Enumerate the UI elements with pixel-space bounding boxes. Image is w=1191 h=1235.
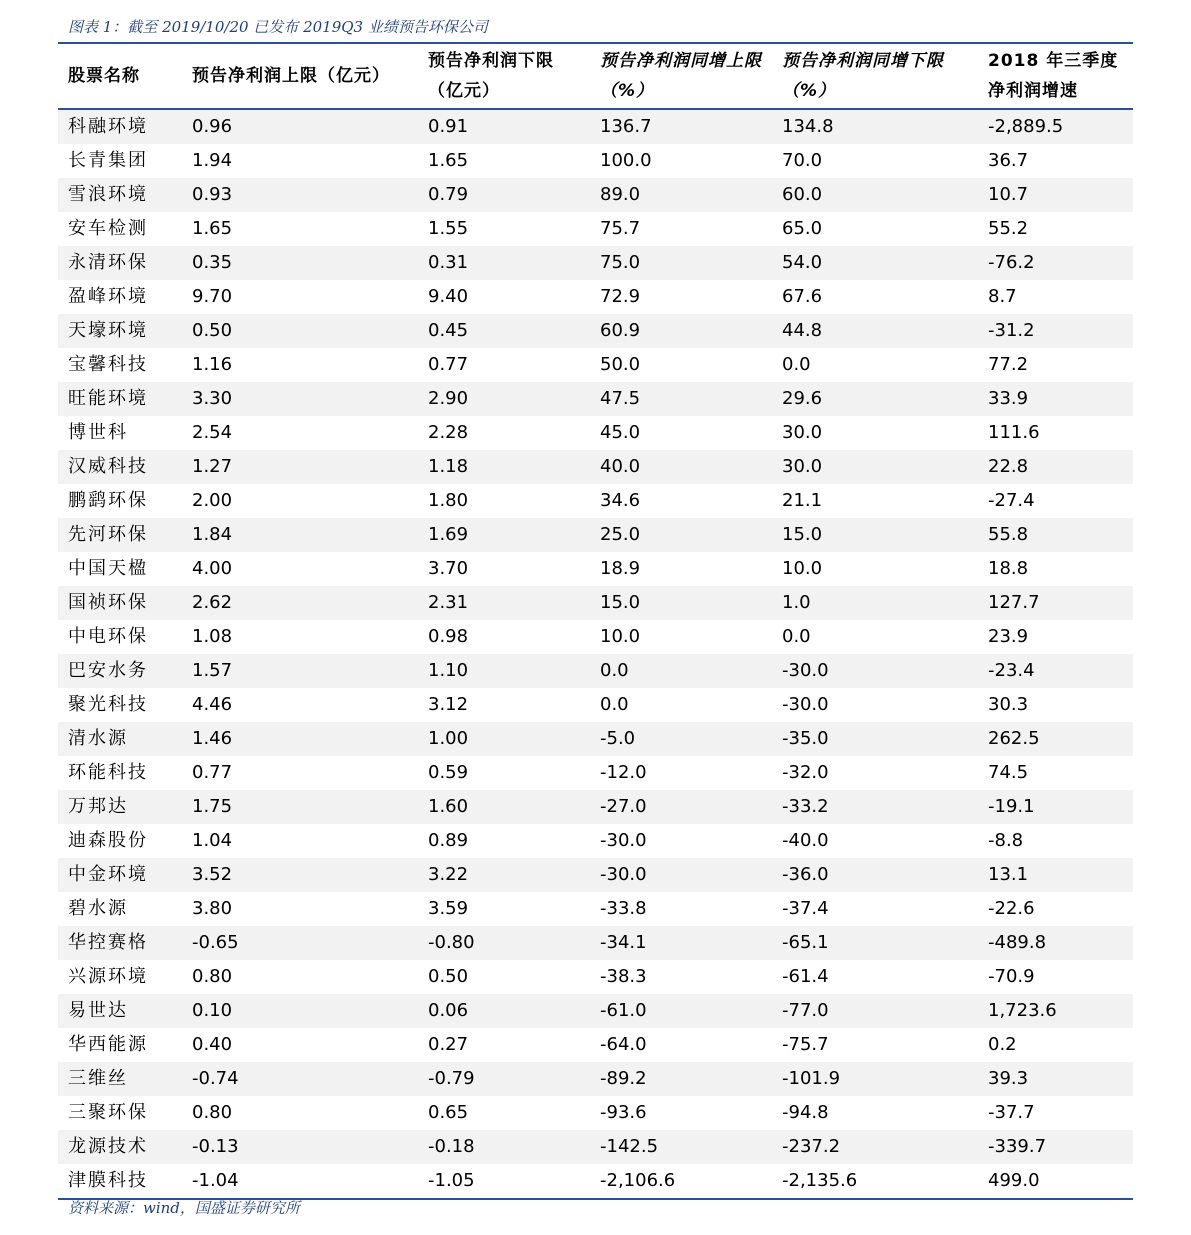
growth-upper-cell: -64.0	[590, 1028, 772, 1062]
growth-lower-cell: -65.1	[772, 926, 978, 960]
growth-upper-cell: 72.9	[590, 280, 772, 314]
growth-upper-cell: 50.0	[590, 348, 772, 382]
stock-name-cell: 永清环保	[58, 246, 182, 280]
stock-name-cell: 雪浪环境	[58, 178, 182, 212]
stock-name-cell: 龙源技术	[58, 1130, 182, 1164]
profit-upper-cell: 1.08	[182, 620, 418, 654]
stock-name-cell: 巴安水务	[58, 654, 182, 688]
growth-2018q3-cell: 55.8	[978, 518, 1133, 552]
profit-upper-cell: 0.93	[182, 178, 418, 212]
growth-lower-cell: -32.0	[772, 756, 978, 790]
table-row	[58, 450, 1133, 484]
growth-lower-cell: 44.8	[772, 314, 978, 348]
profit-upper-cell: -0.74	[182, 1062, 418, 1096]
growth-lower-cell: -36.0	[772, 858, 978, 892]
growth-upper-cell: 40.0	[590, 450, 772, 484]
stock-name-cell: 三聚环保	[58, 1096, 182, 1130]
table-row	[58, 416, 1133, 450]
table-row	[58, 858, 1133, 892]
header-2018q3-growth: 2018 年三季度净利润增速	[978, 43, 1133, 109]
growth-upper-cell: -30.0	[590, 858, 772, 892]
table-row	[58, 144, 1133, 178]
growth-upper-cell: 89.0	[590, 178, 772, 212]
header-growth-upper: 预告净利润同增上限（%）	[590, 43, 772, 109]
table-row	[58, 552, 1133, 586]
stock-name-cell: 旺能环境	[58, 382, 182, 416]
growth-2018q3-cell: 262.5	[978, 722, 1133, 756]
growth-lower-cell: -35.0	[772, 722, 978, 756]
growth-2018q3-cell: 18.8	[978, 552, 1133, 586]
growth-lower-cell: 1.0	[772, 586, 978, 620]
growth-lower-cell: 54.0	[772, 246, 978, 280]
stock-name-cell: 津膜科技	[58, 1164, 182, 1199]
growth-2018q3-cell: -37.7	[978, 1096, 1133, 1130]
growth-upper-cell: -38.3	[590, 960, 772, 994]
profit-lower-cell: 1.65	[418, 144, 590, 178]
table-row	[58, 1028, 1133, 1062]
profit-lower-cell: 1.18	[418, 450, 590, 484]
growth-2018q3-cell: 1,723.6	[978, 994, 1133, 1028]
profit-lower-cell: 0.77	[418, 348, 590, 382]
growth-upper-cell: 18.9	[590, 552, 772, 586]
growth-2018q3-cell: 8.7	[978, 280, 1133, 314]
growth-2018q3-cell: -2,889.5	[978, 109, 1133, 144]
table-row	[58, 654, 1133, 688]
table-row	[58, 926, 1133, 960]
profit-lower-cell: 3.59	[418, 892, 590, 926]
profit-upper-cell: 1.65	[182, 212, 418, 246]
stock-name-cell: 国祯环保	[58, 586, 182, 620]
profit-upper-cell: 4.00	[182, 552, 418, 586]
table-row	[58, 892, 1133, 926]
growth-2018q3-cell: 39.3	[978, 1062, 1133, 1096]
growth-upper-cell: -61.0	[590, 994, 772, 1028]
profit-lower-cell: 9.40	[418, 280, 590, 314]
table-row	[58, 212, 1133, 246]
growth-upper-cell: 60.9	[590, 314, 772, 348]
profit-lower-cell: 1.00	[418, 722, 590, 756]
stock-name-cell: 华控赛格	[58, 926, 182, 960]
profit-upper-cell: 0.96	[182, 109, 418, 144]
profit-upper-cell: 0.50	[182, 314, 418, 348]
growth-2018q3-cell: -31.2	[978, 314, 1133, 348]
profit-lower-cell: 0.50	[418, 960, 590, 994]
figure-caption: 图表 1：截至 2019/10/20 已发布 2019Q3 业绩预告环保公司	[68, 18, 488, 36]
header-growth-lower: 预告净利润同增下限（%）	[772, 43, 978, 109]
header-profit-upper: 预告净利润上限（亿元）	[182, 43, 418, 109]
profit-lower-cell: -1.05	[418, 1164, 590, 1199]
profit-upper-cell: 2.54	[182, 416, 418, 450]
growth-upper-cell: -5.0	[590, 722, 772, 756]
table-row	[58, 1164, 1133, 1199]
forecast-table	[58, 42, 1133, 1200]
growth-upper-cell: -30.0	[590, 824, 772, 858]
growth-2018q3-cell: 36.7	[978, 144, 1133, 178]
profit-upper-cell: 3.52	[182, 858, 418, 892]
growth-2018q3-cell: -23.4	[978, 654, 1133, 688]
growth-lower-cell: -33.2	[772, 790, 978, 824]
stock-name-cell: 中国天楹	[58, 552, 182, 586]
profit-lower-cell: 0.31	[418, 246, 590, 280]
growth-lower-cell: 30.0	[772, 416, 978, 450]
growth-lower-cell: 30.0	[772, 450, 978, 484]
growth-2018q3-cell: -339.7	[978, 1130, 1133, 1164]
profit-upper-cell: 2.00	[182, 484, 418, 518]
growth-2018q3-cell: 30.3	[978, 688, 1133, 722]
profit-lower-cell: 0.59	[418, 756, 590, 790]
table-row	[58, 620, 1133, 654]
growth-2018q3-cell: 499.0	[978, 1164, 1133, 1199]
profit-lower-cell: 0.65	[418, 1096, 590, 1130]
table-row	[58, 960, 1133, 994]
source-note: 资料来源：wind，国盛证券研究所	[68, 1199, 300, 1217]
growth-lower-cell: 0.0	[772, 620, 978, 654]
growth-upper-cell: 25.0	[590, 518, 772, 552]
growth-upper-cell: -2,106.6	[590, 1164, 772, 1199]
growth-2018q3-cell: -22.6	[978, 892, 1133, 926]
growth-upper-cell: -34.1	[590, 926, 772, 960]
growth-upper-cell: 47.5	[590, 382, 772, 416]
table-row	[58, 314, 1133, 348]
table-row	[58, 382, 1133, 416]
growth-lower-cell: 29.6	[772, 382, 978, 416]
growth-lower-cell: 134.8	[772, 109, 978, 144]
growth-2018q3-cell: 33.9	[978, 382, 1133, 416]
growth-lower-cell: 21.1	[772, 484, 978, 518]
growth-upper-cell: 136.7	[590, 109, 772, 144]
stock-name-cell: 长青集团	[58, 144, 182, 178]
profit-upper-cell: 0.40	[182, 1028, 418, 1062]
profit-upper-cell: 0.77	[182, 756, 418, 790]
table-row	[58, 178, 1133, 212]
table-row	[58, 109, 1133, 144]
profit-upper-cell: 1.57	[182, 654, 418, 688]
profit-upper-cell: 1.27	[182, 450, 418, 484]
growth-2018q3-cell: 55.2	[978, 212, 1133, 246]
growth-lower-cell: -30.0	[772, 688, 978, 722]
profit-upper-cell: 1.46	[182, 722, 418, 756]
growth-lower-cell: 10.0	[772, 552, 978, 586]
table-row	[58, 348, 1133, 382]
growth-upper-cell: -89.2	[590, 1062, 772, 1096]
table-row	[58, 688, 1133, 722]
growth-upper-cell: -27.0	[590, 790, 772, 824]
profit-lower-cell: 0.45	[418, 314, 590, 348]
stock-name-cell: 兴源环境	[58, 960, 182, 994]
profit-lower-cell: 1.69	[418, 518, 590, 552]
growth-upper-cell: 34.6	[590, 484, 772, 518]
growth-upper-cell: -12.0	[590, 756, 772, 790]
stock-name-cell: 天壕环境	[58, 314, 182, 348]
stock-name-cell: 华西能源	[58, 1028, 182, 1062]
profit-lower-cell: 0.98	[418, 620, 590, 654]
growth-2018q3-cell: -76.2	[978, 246, 1133, 280]
growth-2018q3-cell: 10.7	[978, 178, 1133, 212]
profit-upper-cell: 2.62	[182, 586, 418, 620]
table-body	[58, 109, 1133, 1199]
profit-upper-cell: 1.75	[182, 790, 418, 824]
profit-upper-cell: 0.80	[182, 1096, 418, 1130]
growth-2018q3-cell: 77.2	[978, 348, 1133, 382]
profit-lower-cell: 2.28	[418, 416, 590, 450]
profit-lower-cell: 3.22	[418, 858, 590, 892]
stock-name-cell: 迪森股份	[58, 824, 182, 858]
growth-lower-cell: 67.6	[772, 280, 978, 314]
growth-2018q3-cell: 23.9	[978, 620, 1133, 654]
profit-lower-cell: 0.27	[418, 1028, 590, 1062]
stock-name-cell: 万邦达	[58, 790, 182, 824]
growth-upper-cell: -93.6	[590, 1096, 772, 1130]
table-row	[58, 1096, 1133, 1130]
growth-upper-cell: 100.0	[590, 144, 772, 178]
growth-upper-cell: 45.0	[590, 416, 772, 450]
table-row	[58, 484, 1133, 518]
profit-lower-cell: 0.89	[418, 824, 590, 858]
growth-upper-cell: 15.0	[590, 586, 772, 620]
growth-lower-cell: -2,135.6	[772, 1164, 978, 1199]
growth-lower-cell: -37.4	[772, 892, 978, 926]
profit-lower-cell: -0.79	[418, 1062, 590, 1096]
growth-2018q3-cell: 13.1	[978, 858, 1133, 892]
growth-lower-cell: -94.8	[772, 1096, 978, 1130]
stock-name-cell: 易世达	[58, 994, 182, 1028]
profit-lower-cell: 0.06	[418, 994, 590, 1028]
profit-lower-cell: 1.80	[418, 484, 590, 518]
stock-name-cell: 博世科	[58, 416, 182, 450]
table-row	[58, 586, 1133, 620]
stock-name-cell: 三维丝	[58, 1062, 182, 1096]
growth-2018q3-cell: -70.9	[978, 960, 1133, 994]
profit-upper-cell: 3.80	[182, 892, 418, 926]
profit-upper-cell: 1.04	[182, 824, 418, 858]
growth-lower-cell: -237.2	[772, 1130, 978, 1164]
stock-name-cell: 盈峰环境	[58, 280, 182, 314]
growth-lower-cell: 70.0	[772, 144, 978, 178]
profit-upper-cell: 9.70	[182, 280, 418, 314]
growth-2018q3-cell: -19.1	[978, 790, 1133, 824]
profit-lower-cell: 2.90	[418, 382, 590, 416]
growth-upper-cell: 75.0	[590, 246, 772, 280]
profit-lower-cell: 2.31	[418, 586, 590, 620]
profit-upper-cell: 0.35	[182, 246, 418, 280]
profit-lower-cell: 1.60	[418, 790, 590, 824]
growth-upper-cell: -142.5	[590, 1130, 772, 1164]
growth-upper-cell: 10.0	[590, 620, 772, 654]
profit-lower-cell: 3.12	[418, 688, 590, 722]
growth-lower-cell: -40.0	[772, 824, 978, 858]
table-row	[58, 824, 1133, 858]
growth-upper-cell: 0.0	[590, 688, 772, 722]
table-row	[58, 722, 1133, 756]
profit-upper-cell: 3.30	[182, 382, 418, 416]
header-profit-lower: 预告净利润下限（亿元）	[418, 43, 590, 109]
growth-upper-cell: 75.7	[590, 212, 772, 246]
profit-upper-cell: 0.80	[182, 960, 418, 994]
table-row	[58, 756, 1133, 790]
table-row	[58, 518, 1133, 552]
growth-lower-cell: -77.0	[772, 994, 978, 1028]
growth-lower-cell: -30.0	[772, 654, 978, 688]
growth-2018q3-cell: 22.8	[978, 450, 1133, 484]
growth-2018q3-cell: -8.8	[978, 824, 1133, 858]
header-row	[58, 43, 1133, 109]
growth-lower-cell: 60.0	[772, 178, 978, 212]
stock-name-cell: 碧水源	[58, 892, 182, 926]
growth-lower-cell: 65.0	[772, 212, 978, 246]
table-header	[58, 43, 1133, 109]
stock-name-cell: 中金环境	[58, 858, 182, 892]
growth-lower-cell: 15.0	[772, 518, 978, 552]
growth-lower-cell: 0.0	[772, 348, 978, 382]
stock-name-cell: 清水源	[58, 722, 182, 756]
profit-lower-cell: -0.80	[418, 926, 590, 960]
growth-upper-cell: 0.0	[590, 654, 772, 688]
growth-2018q3-cell: 74.5	[978, 756, 1133, 790]
stock-name-cell: 鹏鹞环保	[58, 484, 182, 518]
growth-2018q3-cell: 111.6	[978, 416, 1133, 450]
profit-upper-cell: -0.13	[182, 1130, 418, 1164]
growth-upper-cell: -33.8	[590, 892, 772, 926]
table-row	[58, 1130, 1133, 1164]
stock-name-cell: 环能科技	[58, 756, 182, 790]
growth-2018q3-cell: -489.8	[978, 926, 1133, 960]
profit-lower-cell: 3.70	[418, 552, 590, 586]
profit-lower-cell: 0.79	[418, 178, 590, 212]
profit-lower-cell: -0.18	[418, 1130, 590, 1164]
stock-name-cell: 宝馨科技	[58, 348, 182, 382]
profit-lower-cell: 0.91	[418, 109, 590, 144]
table-row	[58, 790, 1133, 824]
profit-lower-cell: 1.55	[418, 212, 590, 246]
profit-upper-cell: 4.46	[182, 688, 418, 722]
profit-upper-cell: 1.16	[182, 348, 418, 382]
stock-name-cell: 安车检测	[58, 212, 182, 246]
growth-2018q3-cell: -27.4	[978, 484, 1133, 518]
table-row	[58, 1062, 1133, 1096]
growth-2018q3-cell: 127.7	[978, 586, 1133, 620]
stock-name-cell: 先河环保	[58, 518, 182, 552]
growth-lower-cell: -61.4	[772, 960, 978, 994]
profit-upper-cell: 1.94	[182, 144, 418, 178]
growth-lower-cell: -101.9	[772, 1062, 978, 1096]
stock-name-cell: 聚光科技	[58, 688, 182, 722]
stock-name-cell: 科融环境	[58, 109, 182, 144]
table-row	[58, 280, 1133, 314]
growth-lower-cell: -75.7	[772, 1028, 978, 1062]
profit-lower-cell: 1.10	[418, 654, 590, 688]
table-row	[58, 994, 1133, 1028]
profit-upper-cell: 0.10	[182, 994, 418, 1028]
stock-name-cell: 中电环保	[58, 620, 182, 654]
growth-2018q3-cell: 0.2	[978, 1028, 1133, 1062]
stock-name-cell: 汉威科技	[58, 450, 182, 484]
profit-upper-cell: 1.84	[182, 518, 418, 552]
header-stock-name: 股票名称	[58, 43, 182, 109]
profit-upper-cell: -1.04	[182, 1164, 418, 1199]
profit-upper-cell: -0.65	[182, 926, 418, 960]
table-row	[58, 246, 1133, 280]
